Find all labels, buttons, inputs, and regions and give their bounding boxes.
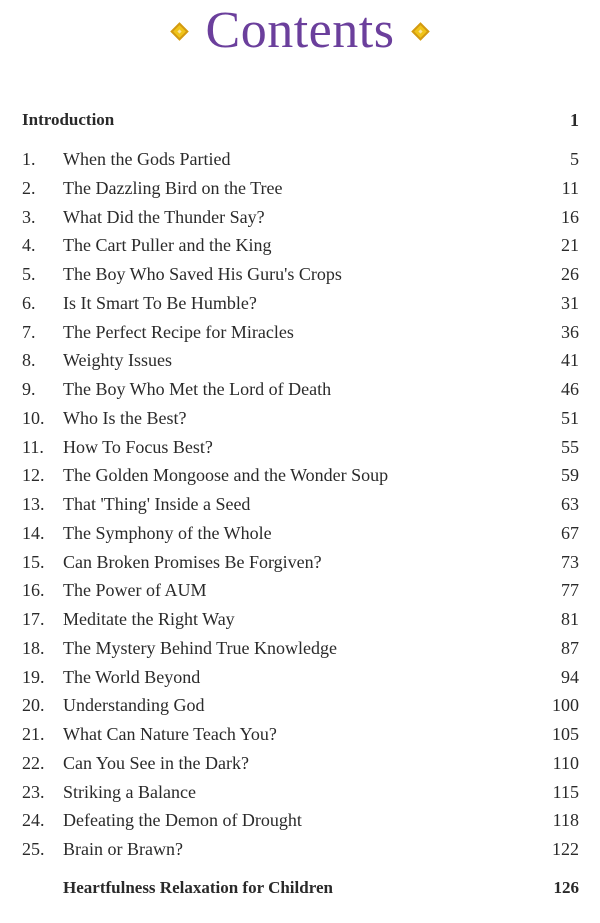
toc-entry[interactable] [0,434,600,460]
toc-entry-number: 9. [22,379,36,399]
toc-entry-number: 25. [22,839,45,859]
toc-entry-page: 21 [561,235,579,256]
toc-entry-number: 7. [22,321,36,342]
toc-entry[interactable] [0,750,600,776]
toc-entry-title: The Mystery Behind True Knowledge [63,637,337,658]
toc-entry-number: 23. [22,781,45,802]
toc-entry-page: 51 [561,407,579,428]
toc-entry-title: Can Broken Promises Be Forgiven? [63,551,322,572]
toc-entry-page: 41 [561,350,579,371]
toc-entry-number: 3. [22,206,36,227]
toc-entry[interactable] [0,520,600,546]
toc-entry-page: 59 [561,465,579,486]
toc-entry-title: Weighty Issues [63,350,173,371]
toc-entry-number: 12. [22,465,45,486]
toc-entry-number: 24. [22,810,45,831]
toc-entry-title: The Symphony of the Whole [63,522,272,543]
toc-entry-page: 36 [561,321,579,342]
toc-entry[interactable] [0,462,600,488]
toc-entry[interactable] [0,204,600,230]
toc-entry[interactable] [0,664,600,690]
toc-entry-page: 115 [552,781,579,802]
toc-entry-page: 26 [561,264,579,284]
toc-entry[interactable] [0,549,600,575]
toc-entry-title: What Did the Thunder Say? [63,206,265,227]
page-title: Contents [205,2,395,59]
toc-entry-number: 15. [22,551,45,572]
toc-entry-title: Meditate the Right Way [63,609,235,629]
toc-entry-title: The Cart Puller and the King [63,235,272,256]
toc-entry-page: 94 [561,666,579,687]
toc-entry[interactable] [0,232,600,258]
toc-entry-title: The World Beyond [63,666,201,687]
toc-entry-title: Heartfulness Relaxation for Children [63,878,333,897]
toc-entry-number: 16. [22,580,45,601]
toc-entry-title: Can You See in the Dark? [63,752,249,773]
toc-entry[interactable] [0,290,600,316]
toc-entry-number: 2. [22,177,36,198]
toc-entry-title: Defeating the Demon of Drought [63,810,302,831]
toc-entry-title: How To Focus Best? [63,436,213,457]
toc-entry-title: Introduction [22,110,115,129]
toc-entry[interactable] [0,491,600,517]
toc-entry-title: Brain or Brawn? [63,839,183,859]
toc-entry-page: 46 [561,379,579,399]
toc-entry-page: 122 [552,839,579,859]
toc-entry-title: The Perfect Recipe for Miracles [63,321,294,342]
toc-entry-title: The Power of AUM [63,580,207,601]
toc-entry-title: Understanding God [63,695,205,716]
toc-entry-number: 22. [22,752,45,773]
toc-entry-title: The Boy Who Met the Lord of Death [63,379,332,399]
toc-entry-title: The Dazzling Bird on the Tree [63,177,283,198]
toc-entry-title: Striking a Balance [63,781,196,802]
diamond-ornament-icon [170,22,188,40]
toc-entry-appendix[interactable] [0,875,600,901]
toc-entry[interactable] [0,376,600,402]
toc-entry-number: 1. [22,149,36,169]
toc-entry[interactable] [0,836,600,862]
toc-entry-page: 67 [561,522,579,543]
toc-entry-number: 6. [22,292,36,313]
toc-entry-page: 126 [553,878,579,897]
toc-entry-number: 8. [22,350,36,371]
toc-entry-page: 16 [561,206,579,227]
toc-entry[interactable] [0,692,600,718]
toc-entry-page: 100 [552,695,579,716]
toc-entry-title: The Golden Mongoose and the Wonder Soup [63,465,389,486]
toc-entry-title: When the Gods Partied [63,149,231,169]
toc-entry[interactable] [0,807,600,833]
toc-entry-page: 11 [561,177,579,198]
toc-entry-page: 77 [561,580,579,601]
toc-entry[interactable] [0,635,600,661]
toc-entry-page: 105 [552,724,579,744]
toc-entry-page: 87 [561,637,579,658]
toc-entry[interactable] [0,347,600,373]
toc-entry-page: 55 [561,436,579,457]
contents-header [0,0,600,62]
toc-entry[interactable] [0,261,600,287]
toc-entry-page: 73 [561,551,579,572]
toc-entry[interactable] [0,405,600,431]
toc-entry-number: 10. [22,407,45,428]
toc-entry-number: 17. [22,609,45,629]
toc-entry-introduction[interactable] [0,107,600,133]
toc-entry-title: Who Is the Best? [63,407,187,428]
diamond-ornament-icon [412,22,430,40]
toc-entry[interactable] [0,779,600,805]
toc-entry-page: 81 [561,609,579,629]
toc-entry-title: Is It Smart To Be Humble? [63,292,257,313]
toc-entry-title: What Can Nature Teach You? [63,724,277,744]
toc-entry-page: 118 [552,810,579,831]
toc-entry-page: 1 [570,110,579,130]
toc-entry-number: 19. [22,666,45,687]
toc-entry-title: That 'Thing' Inside a Seed [63,494,251,514]
toc-entry[interactable] [0,606,600,632]
toc-entry-page: 110 [552,752,579,773]
toc-entry-page: 31 [561,292,579,313]
toc-entry[interactable] [0,146,600,172]
toc-entry[interactable] [0,577,600,603]
toc-entry-number: 11. [22,436,44,457]
toc-entry-page: 5 [570,149,579,169]
toc-entry-number: 20. [22,695,45,716]
toc-entry[interactable] [0,175,600,201]
toc-entry-title: The Boy Who Saved His Guru's Crops [63,264,342,284]
toc-entry[interactable] [0,319,600,345]
toc-entry-number: 5. [22,264,36,284]
toc-entry-number: 14. [22,522,45,543]
toc-entry[interactable] [0,721,600,747]
toc-entry-page: 63 [561,494,579,514]
toc-entry-number: 21. [22,724,45,744]
toc-entry-number: 18. [22,637,45,658]
toc-entry-number: 13. [22,494,45,514]
toc-entry-number: 4. [22,235,36,256]
